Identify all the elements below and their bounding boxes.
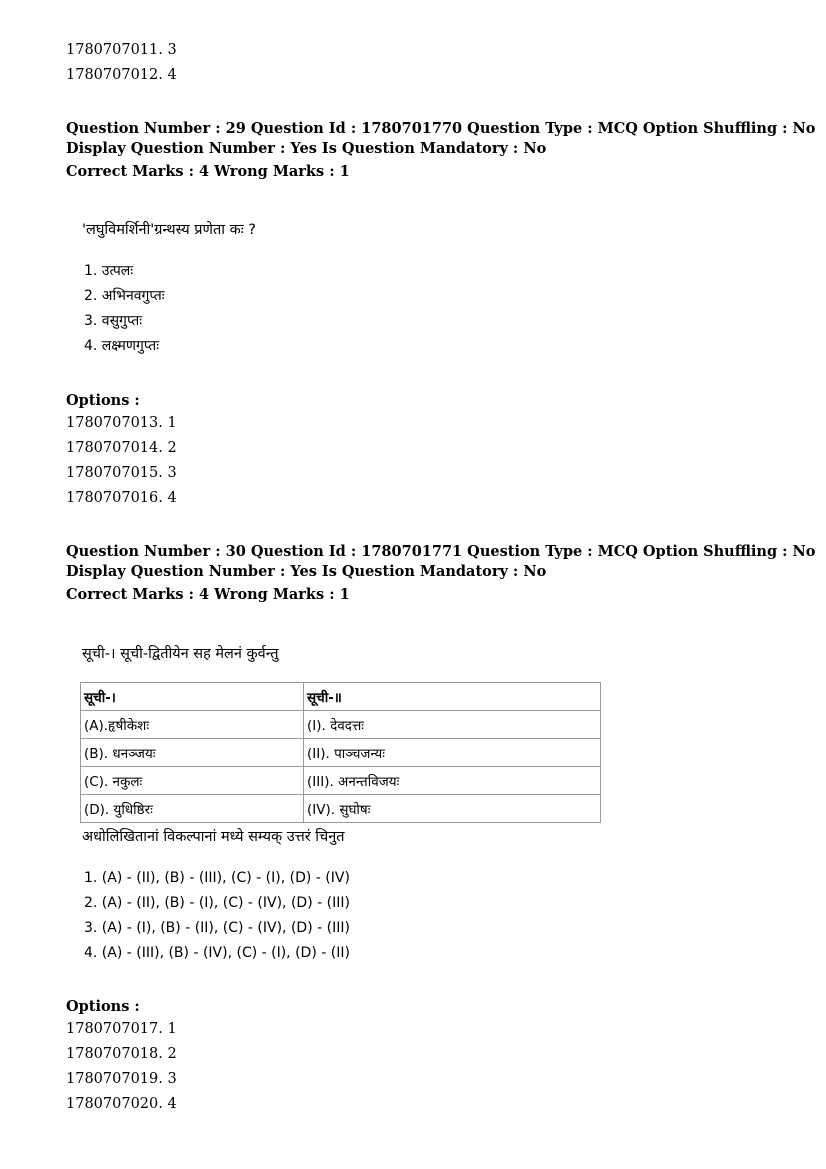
option-id-line: 1780707014. 2	[66, 440, 177, 456]
table-cell: (C). नकुलः	[81, 767, 304, 795]
option-id-line: 1780707011. 3	[66, 42, 177, 58]
answer-choice: 3. (A) - (I), (B) - (II), (C) - (IV), (D) - (III)	[84, 920, 350, 936]
matching-table	[80, 682, 601, 823]
option-id-line: 1780707012. 4	[66, 67, 177, 83]
option-id-line: 1780707020. 4	[66, 1096, 177, 1112]
option-id-line: 1780707016. 4	[66, 490, 177, 506]
options-label: Options :	[66, 998, 140, 1015]
table-cell: (IV). सुघोषः	[304, 795, 601, 823]
table-header-row	[81, 683, 601, 711]
answer-choice-list	[84, 866, 350, 966]
table-cell: (I). देवदत्तः	[304, 711, 601, 739]
table-row	[81, 767, 601, 795]
answer-choice: 4. लक्ष्मणगुप्तः	[84, 338, 160, 354]
marks-line: Correct Marks : 4 Wrong Marks : 1	[66, 586, 350, 603]
table-cell: (D). युधिष्ठिरः	[81, 795, 304, 823]
answer-choice: 1. उत्पलः	[84, 263, 134, 279]
answer-choice: 3. वसुगुप्तः	[84, 313, 143, 329]
options-label: Options :	[66, 392, 140, 409]
answer-choice-list	[84, 259, 165, 359]
option-id-line: 1780707015. 3	[66, 465, 177, 481]
table-cell: (B). धनञ्जयः	[81, 739, 304, 767]
table-cell: (A).हृषीकेशः	[81, 711, 304, 739]
question-meta-line: Display Question Number : Yes Is Question Mandatory : No	[66, 140, 547, 157]
answer-choice: 2. अभिनवगुप्तः	[84, 288, 165, 304]
table-header-cell: सूची-॥	[304, 683, 601, 711]
table-header-cell: सूची-।	[81, 683, 304, 711]
table-row	[81, 739, 601, 767]
option-id-line: 1780707019. 3	[66, 1071, 177, 1087]
answer-choice: 4. (A) - (III), (B) - (IV), (C) - (I), (D) - (II)	[84, 945, 350, 961]
question-text: 'लघुविमर्शिनी'ग्रन्थस्य प्रणेता कः ?	[82, 222, 256, 238]
table-cell: (III). अनन्तविजयः	[304, 767, 601, 795]
question-meta-line: Question Number : 30 Question Id : 1780701771 Question Type : MCQ Option Shuffling : No	[66, 543, 816, 560]
option-id-line: 1780707018. 2	[66, 1046, 177, 1062]
option-id-line: 1780707013. 1	[66, 415, 177, 431]
table-row	[81, 711, 601, 739]
table-cell: (II). पाञ्चजन्यः	[304, 739, 601, 767]
answer-choice: 1. (A) - (II), (B) - (III), (C) - (I), (D) - (IV)	[84, 870, 350, 886]
question-meta-line: Question Number : 29 Question Id : 1780701770 Question Type : MCQ Option Shuffling : No	[66, 120, 816, 137]
option-id-line: 1780707017. 1	[66, 1021, 177, 1037]
marks-line: Correct Marks : 4 Wrong Marks : 1	[66, 163, 350, 180]
question-text: सूची-। सूची-द्वितीयेन सह मेलनं कुर्वन्तु	[82, 646, 279, 662]
question-meta-line: Display Question Number : Yes Is Question Mandatory : No	[66, 563, 547, 580]
answer-choice: 2. (A) - (II), (B) - (I), (C) - (IV), (D) - (III)	[84, 895, 350, 911]
table-row	[81, 795, 601, 823]
instruction-text: अधोलिखितानां विकल्पानां मध्ये सम्यक् उत्तरं चिनुत	[82, 829, 345, 845]
